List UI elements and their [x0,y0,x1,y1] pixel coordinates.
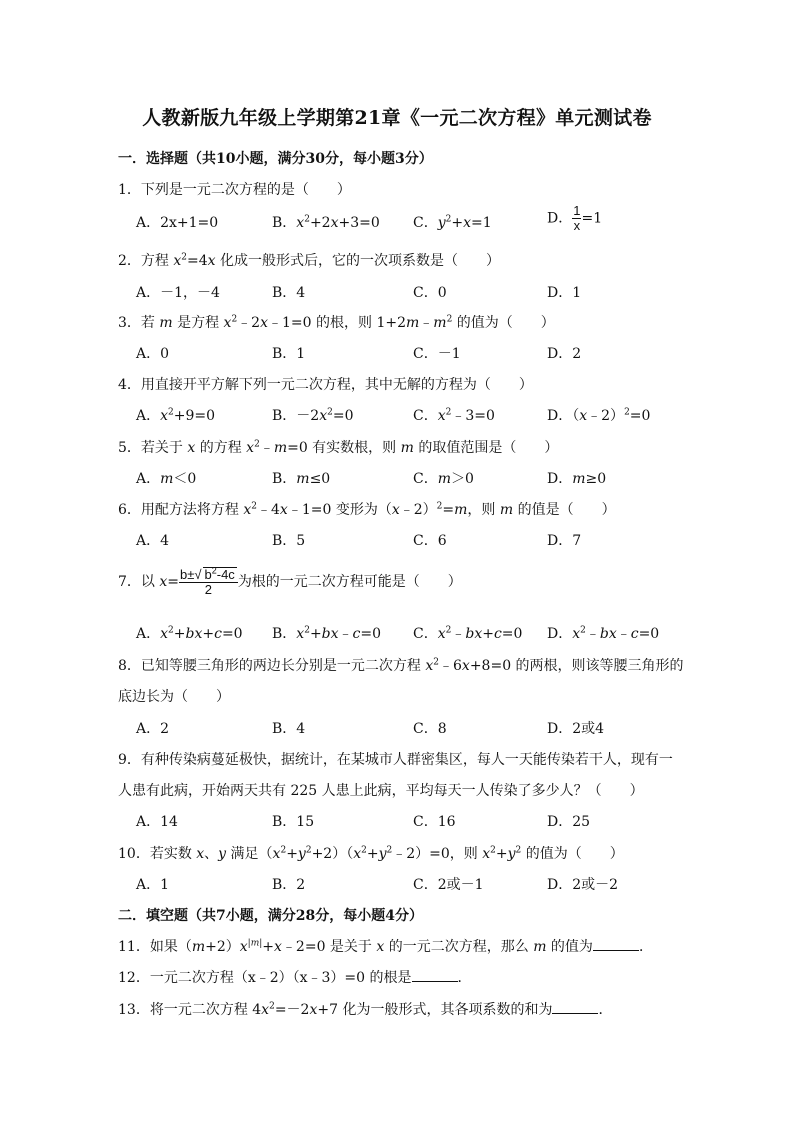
options-3 [136,343,696,363]
option-a: A．－1，－4 [136,285,220,301]
option-d: D．1 [547,285,582,301]
question-9-cont: 人患有此病，开始两天共有 225 人患上此病，平均每天一人传染了多少人？（ ） [118,783,644,799]
option-c: C．16 [413,814,456,830]
question-5: 5．若关于 x 的方程 $x^2﹣m=0$ 有实数根，则 m 的取值范围是（ ） [118,439,559,456]
options-5 [136,468,696,488]
option-c: C．$x^2﹣3=0$ [413,407,495,424]
option-b: B．1 [272,346,306,362]
option-c: C．6 [413,533,447,549]
option-a: A．2 [136,721,170,737]
option-b: B．4 [272,721,306,737]
question-13: 13．将一元二次方程 $4x^2=-2x+7$ 化为一般形式，其各项系数的和为 ． [118,1001,613,1018]
question-3: 3．若 m 是方程 $x^2﹣2x﹣1=0$ 的根，则 $1+2m﹣m^2$ 的值为（ ） [118,314,555,331]
option-b: B．$-2x^2=0$ [272,407,354,424]
question-7: 7．以 x= $\frac{b\pm√ b^2-4c}{2}$ 为根的一元二次方程可能是（ ） [118,565,462,597]
answer-blank[interactable] [552,1001,598,1014]
options-8 [136,718,696,738]
option-d: D．（x﹣2）$^2$=0 [547,407,651,424]
option-d: D．7 [547,533,582,549]
option-c: C．$x^2﹣bx+c=0$ [413,625,523,642]
options-9 [136,811,696,831]
question-9: 9．有种传染病蔓延极快，据统计，在某城市人群密集区，每人一天能传染若干人，现有一 [118,752,673,768]
options-1 [136,203,696,233]
option-c: C．－1 [413,346,461,362]
option-b: B．2 [272,877,306,893]
page-title: 人教新版九年级上学期第21章《一元二次方程》单元测试卷 [142,107,652,129]
option-d: D．2 [547,346,582,362]
option-c: C．0 [413,285,447,301]
root-formula: $\frac{b\pm√ b^2-4c}{2}$ [179,567,238,597]
option-b: B．15 [272,814,315,830]
option-c: C．$y^2+x=1$ [413,214,492,231]
option-b: B．$x^2+2x+3=0$ [272,214,380,231]
options-4 [136,405,696,425]
option-b: B．5 [272,533,306,549]
question-1: 1．下列是一元二次方程的是（ ） [118,182,351,198]
option-a: A．4 [136,533,170,549]
option-d: D．$x^2﹣bx﹣c=0$ [547,625,660,642]
question-4: 4．用直接开平方解下列一元二次方程，其中无解的方程为（ ） [118,377,533,393]
section-heading-choice: 一．选择题（共10小题，满分30分，每小题3分） [118,151,433,167]
options-7 [136,623,696,643]
option-d: D． $\frac{1}{x}$ =1 [547,203,603,233]
question-12: 12．一元二次方程（x﹣2）（x﹣3）=0 的根是 ． [118,970,472,986]
option-b: B．m≤0 [272,471,331,487]
question-11: 11．如果$(m+2)x^{|m|}+x﹣2=0$ 是关于 x 的一元二次方程，那么 m 的值为 ． [118,938,653,955]
fraction: $\frac{1}{x}$ [573,203,581,233]
option-b: B．$x^2+bx﹣c=0$ [272,625,382,642]
answer-blank[interactable] [593,938,639,951]
option-a: A．14 [136,814,178,830]
option-d: D．2或－2 [547,877,619,893]
question-8-cont: 底边长为（ ） [118,689,230,705]
answer-blank[interactable] [412,969,458,982]
option-d: D．2或4 [547,721,605,737]
section-heading-fill: 二．填空题（共7小题，满分28分，每小题4分） [118,908,423,924]
option-c: C．m＞0 [413,471,474,487]
option-a: A．2x+1=0 [136,215,219,231]
option-b: B．4 [272,285,306,301]
option-a: A．0 [136,346,170,362]
question-6: 6．用配方法将方程 $x^2﹣4x﹣1=0$ 变形为（x﹣2）$^2$=m，则 m 的值是（ ） [118,501,616,518]
question-2: 2．方程 $x^2=4x$ 化成一般形式后，它的一次项系数是（ ） [118,252,500,269]
option-d: D．m≥0 [547,471,607,487]
options-2 [136,282,696,302]
options-10 [136,874,696,894]
question-8: 8．已知等腰三角形的两边长分别是一元二次方程 $x^2﹣6x+8=0$ 的两根，则该等腰三角形的 [118,657,684,674]
option-a: A．$x^2+9=0$ [136,407,216,424]
option-a: A．m＜0 [136,471,197,487]
option-c: C．8 [413,721,447,737]
option-a: A．$x^2+bx+c=0$ [136,625,243,642]
option-d: D．25 [547,814,591,830]
options-6 [136,530,696,550]
option-a: A．1 [136,877,170,893]
option-c: C．2或－1 [413,877,484,893]
question-10: 10．若实数 x、y 满足$(x^2+y^2+2)(x^2+y^2﹣2)=0$，则 $x^2+y^2$ 的值为（ ） [118,845,624,862]
